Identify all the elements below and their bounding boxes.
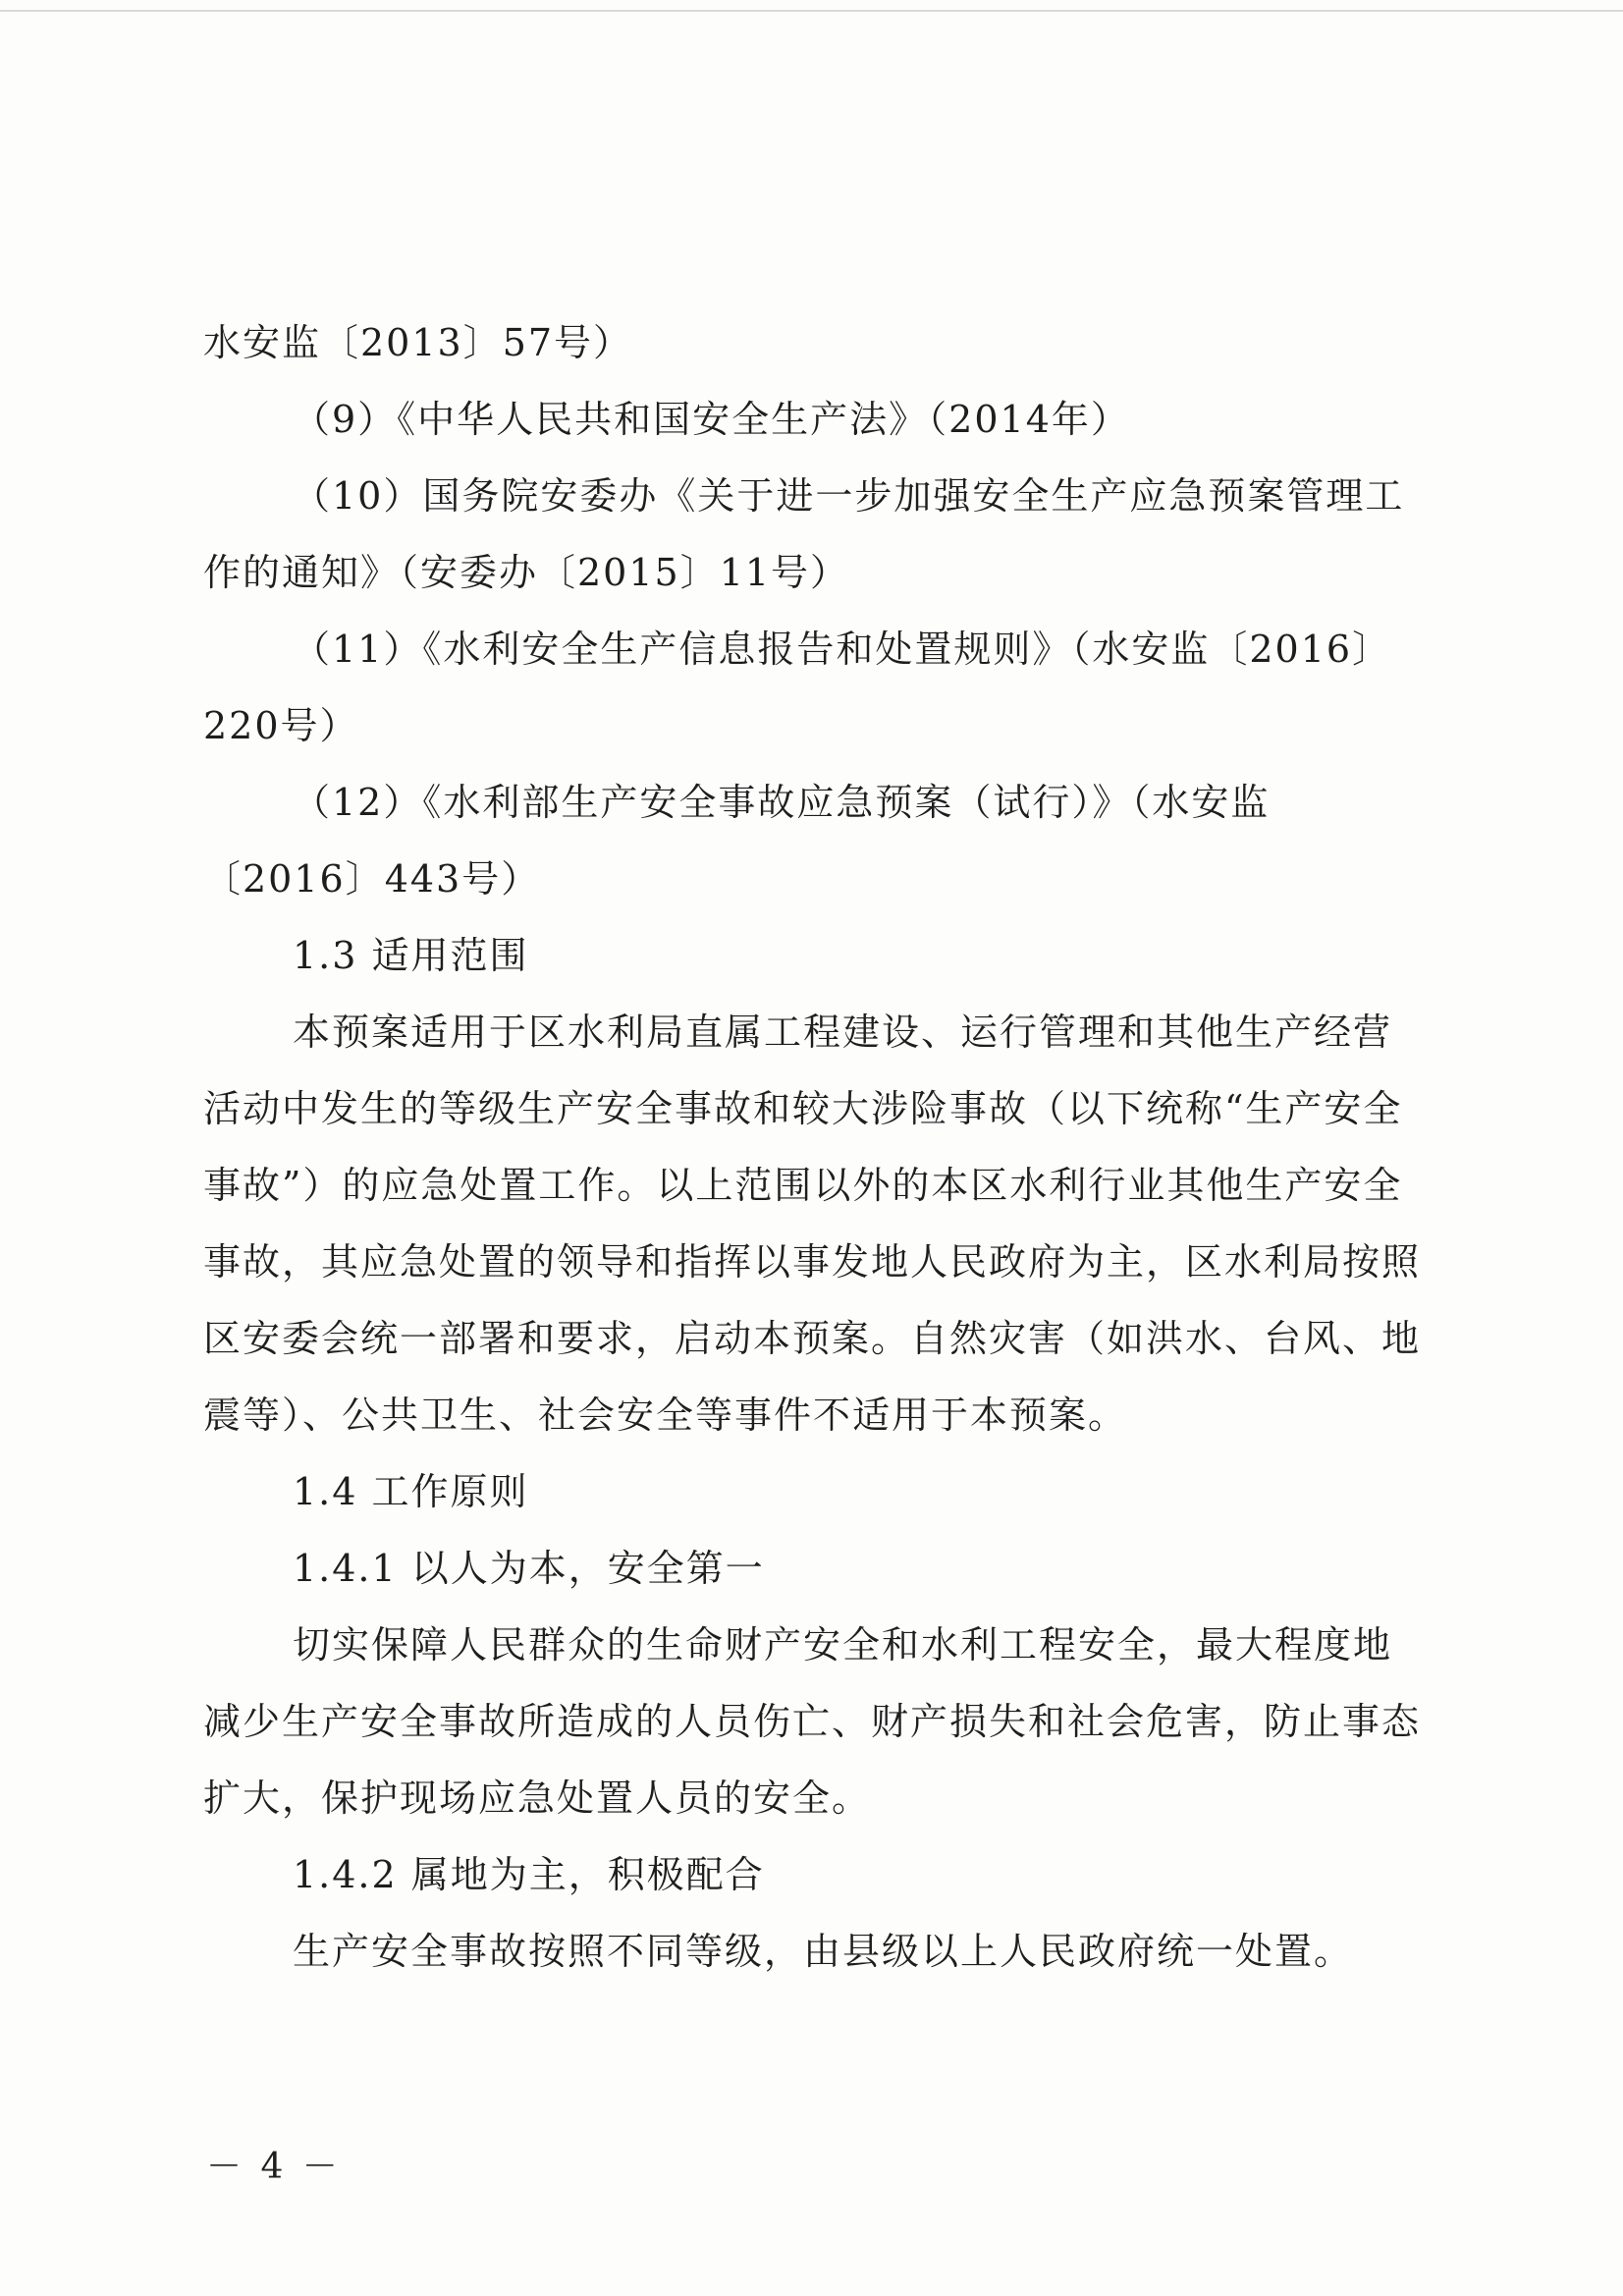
- paragraph-ref-8-tail: 水安监〔2013〕57号）: [203, 321, 633, 364]
- section-heading-1-4: 1.4 工作原则: [293, 1470, 529, 1513]
- paragraph-principle-1-body: 切实保障人民群众的生命财产安全和水利工程安全，最大程度地减少生产安全事故所造成的人员伤亡、财产损失和社会危害，防止事态扩大，保护现场应急处置人员的安全。: [203, 1623, 1422, 1820]
- page-number: － 4 －: [206, 2147, 342, 2187]
- section-heading-1-3: 1.3 适用范围: [293, 934, 529, 977]
- scan-top-edge-line: [0, 10, 1623, 12]
- paragraph-ref-10: （10）国务院安委办《关于进一步加强安全生产应急预案管理工作的通知》（安委办〔2015〕11号）: [203, 474, 1405, 594]
- paragraph-ref-12: （12）《水利部生产安全事故应急预案（试行）》（水安监〔2016〕443号）: [203, 781, 1271, 901]
- section-heading-1-4-2: 1.4.2 属地为主，积极配合: [293, 1853, 765, 1896]
- section-heading-1-4-1: 1.4.1 以人为本，安全第一: [293, 1547, 765, 1590]
- paragraph-scope-body: 本预案适用于区水利局直属工程建设、运行管理和其他生产经营活动中发生的等级生产安全事故和较大涉险事故（以下统称“生产安全事故”）的应急处置工作。以上范围以外的本区水利行业其他生产安全事故，其应急处置的领导和指挥以事发地人民政府为主，区水利局按照区安委会统一部署和要求，启动本预案。自然灾害（如洪水、台风、地震等）、公共卫生、社会安全等事件不适用于本预案。: [203, 1011, 1422, 1437]
- document-body: [203, 304, 1426, 1990]
- paragraph-ref-11: （11）《水利安全生产信息报告和处置规则》（水安监〔2016〕220号）: [203, 628, 1392, 747]
- paragraph-principle-2-body: 生产安全事故按照不同等级，由县级以上人民政府统一处置。: [293, 1930, 1354, 1973]
- paragraph-ref-9: （9）《中华人民共和国安全生产法》（2014年）: [293, 398, 1130, 441]
